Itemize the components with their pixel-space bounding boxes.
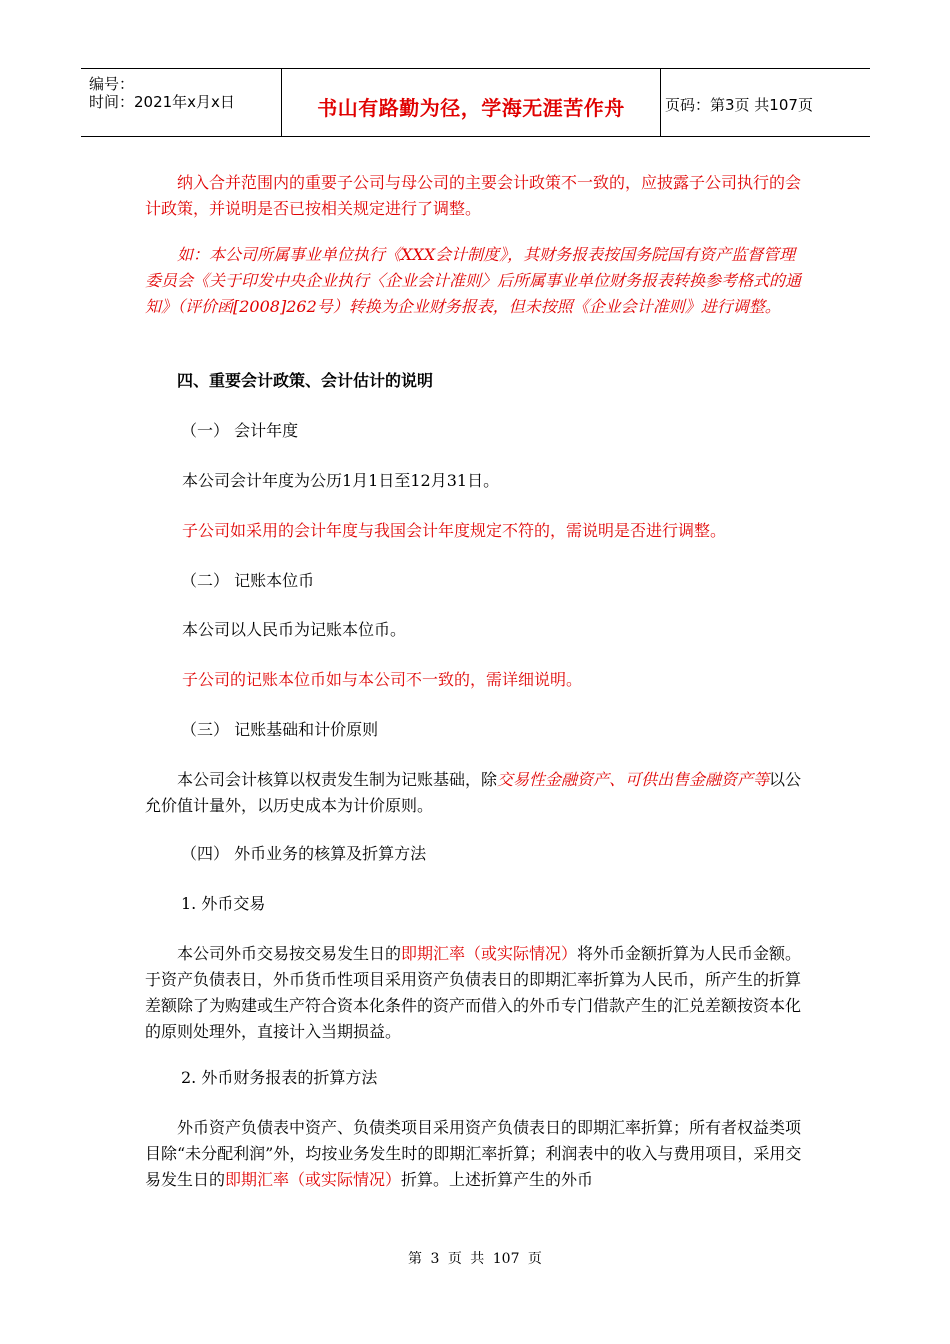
item-text-4-2: [145, 1115, 810, 1193]
subsection-text-1: 本公司会计年度为公历1月1日至12月31日。: [182, 471, 500, 490]
highlighted-term: 交易性金融资产、可供出售金融资产等: [497, 770, 770, 789]
header-page-cell: [661, 69, 870, 136]
text-run: 外币资产负债表中资产、负债类项目采用资产负债表日的即期汇率折算；所有者权益类项目除“未分配利润”外，均按业务发生时的即期汇率折算；利润表中的收入与费用项目，采用交易发生日的: [145, 1118, 802, 1189]
note-example: 如：本公司所属事业单位执行《XXX会计制度》，其财务报表按国务院国有资产监督管理委员会《关于印发中央企业执行〈企业会计准则〉后所属事业单位财务报表转换参考格式的通知》（评价函[2008]262号）转换为企业财务报表，但未按照《企业会计准则》进行调整。: [145, 245, 802, 316]
subsection-text-2: 本公司以人民币为记账本位币。: [182, 620, 407, 639]
subsection-text-3: [145, 767, 810, 819]
header-page-info: 页码：第3页 共107页: [665, 96, 813, 114]
section-heading-4: 四、重要会计政策、会计估计的说明: [177, 371, 434, 390]
subsection-note-2: 子公司的记账本位币如与本公司不一致的，需详细说明。: [182, 670, 583, 689]
highlighted-term: 即期汇率（或实际情况）: [225, 1170, 402, 1189]
note-consolidation-policy: 纳入合并范围内的重要子公司与母公司的主要会计政策不一致的，应披露子公司执行的会计政策，并说明是否已按相关规定进行了调整。: [145, 173, 802, 218]
subsection-title-2: （二） 记账本位币: [181, 571, 315, 590]
header-motto: 书山有路勤为径，学海无涯苦作舟: [317, 96, 625, 120]
highlighted-term: 即期汇率（或实际情况）: [401, 944, 578, 963]
item-text-4-1: [145, 941, 810, 1045]
doc-number-label: 编号：: [89, 75, 135, 93]
text-run: 以公允价值计量外，以历史成本为计价原则。: [145, 770, 802, 815]
subsection-title-4: （四） 外币业务的核算及折算方法: [181, 844, 427, 863]
page-header: [81, 68, 870, 137]
page-footer: 第 3 页 共 107 页: [408, 1251, 542, 1267]
text-run: 本公司会计核算以权责发生制为记账基础，除: [177, 770, 498, 789]
item-title-4-1: 1. 外币交易: [181, 894, 266, 913]
header-motto-cell: [282, 69, 661, 136]
text-run: 折算。上述折算产生的外币: [401, 1170, 594, 1189]
doc-date-label: 时间：2021年x月x日: [89, 93, 235, 111]
item-title-4-2: 2. 外币财务报表的折算方法: [181, 1068, 378, 1087]
subsection-title-1: （一） 会计年度: [181, 421, 299, 440]
subsection-note-1: 子公司如采用的会计年度与我国会计年度规定不符的，需说明是否进行调整。: [182, 521, 727, 540]
text-run: 将外币金额折算为人民币金额。于资产负债表日，外币货币性项目采用资产负债表日的即期汇率折算为人民币，所产生的折算差额除了为购建或生产符合资本化条件的资产而借入的外币专门借款产生的汇兑差额按资本化的原则处理外，直接计入当期损益。: [145, 944, 802, 1041]
header-meta: [81, 69, 282, 136]
text-run: 本公司外币交易按交易发生日的: [177, 944, 402, 963]
subsection-title-3: （三） 记账基础和计价原则: [181, 720, 379, 739]
